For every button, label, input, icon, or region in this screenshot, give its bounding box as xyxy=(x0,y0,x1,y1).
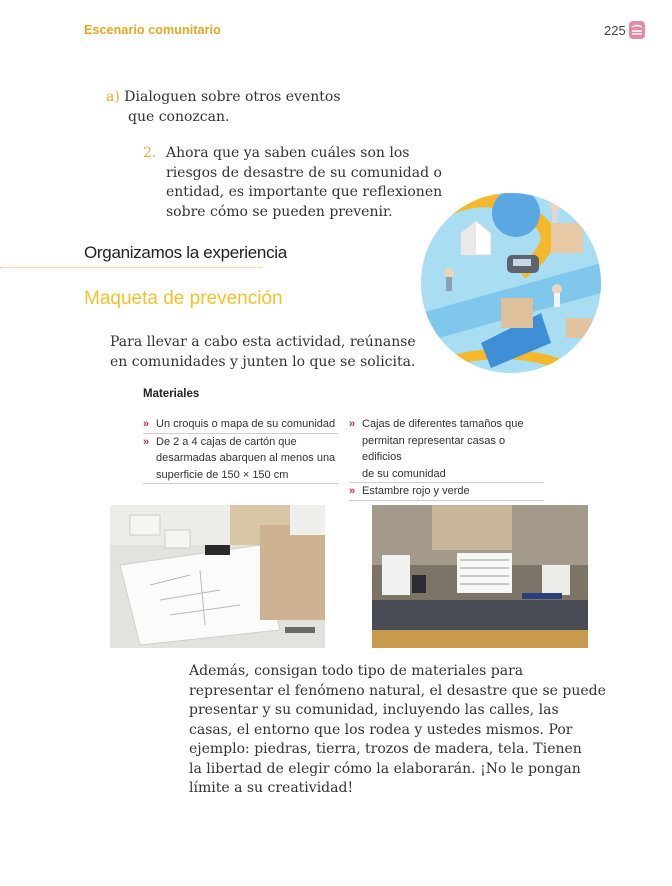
item-2-line: riesgos de desastre de su comunidad o xyxy=(166,164,442,181)
item-a-line: que conozcan. xyxy=(128,108,230,125)
materials-list-left xyxy=(143,416,338,484)
closing-line: límite a su creatividad! xyxy=(189,780,354,796)
chevron-right-icon: » xyxy=(143,435,150,448)
chevron-right-icon: » xyxy=(349,485,356,497)
material-text: permitan representar casas o edificios xyxy=(362,434,506,463)
item-a-marker: a) xyxy=(106,89,120,105)
closing-line: la libertad de elegir cómo la elaborarán. ¡No le pongan xyxy=(189,760,581,777)
material-text: Cajas de diferentes tamaños que xyxy=(362,418,524,430)
section-title: Organizamos la experiencia xyxy=(84,243,287,262)
material-text: de su comunidad xyxy=(362,467,446,480)
intro-paragraph xyxy=(110,333,416,372)
sketch-photo xyxy=(110,505,325,648)
item-a xyxy=(106,88,341,127)
material-text: Un croquis o mapa de su comunidad xyxy=(156,418,336,430)
city-model-illustration xyxy=(421,193,601,373)
header-section-label: Escenario comunitario xyxy=(84,23,221,37)
materials-title: Materiales xyxy=(143,388,200,400)
closing-line: casas, el entorno que los rodea y ustedes mismos. Por xyxy=(189,721,573,738)
closing-line: representar el fenómeno natural, el desastre que se puede xyxy=(189,682,606,699)
book-icon xyxy=(628,20,646,40)
item-a-line: Dialoguen sobre otros eventos xyxy=(124,89,341,105)
closing-line: Además, consigan todo tipo de materiales para xyxy=(189,663,524,679)
intro-line: Para llevar a cabo esta actividad, reúnanse xyxy=(110,334,416,350)
item-2-marker: 2. xyxy=(143,145,157,161)
material-item xyxy=(143,416,338,434)
intro-line: en comunidades y junten lo que se solicita. xyxy=(110,353,416,370)
chevron-right-icon: » xyxy=(143,418,150,430)
item-2-line: entidad, es importante que reflexionen xyxy=(166,184,443,200)
material-item xyxy=(143,434,338,485)
material-text: superficie de 150 × 150 cm xyxy=(156,468,289,481)
material-item xyxy=(349,483,544,501)
item-2-line: sobre cómo se pueden prevenir. xyxy=(166,203,393,220)
section-divider xyxy=(0,267,262,268)
material-text: De 2 a 4 cajas de cartón que xyxy=(156,435,297,448)
item-2 xyxy=(143,144,442,222)
item-2-line: Ahora que ya saben cuáles son los xyxy=(166,145,410,161)
material-text: desarmadas abarquen al menos una xyxy=(156,452,336,464)
material-item xyxy=(349,416,544,483)
chevron-right-icon: » xyxy=(349,418,356,430)
subsection-title: Maqueta de prevención xyxy=(84,288,283,309)
architecture-model-photo xyxy=(372,505,588,648)
closing-line: ejemplo: piedras, tierra, trozos de madera, tela. Tienen xyxy=(189,741,582,757)
materials-list-right xyxy=(349,416,544,501)
closing-paragraph xyxy=(189,662,606,799)
material-text: Estambre rojo y verde xyxy=(362,485,470,497)
closing-line: presentar y su comunidad, incluyendo las calles, las xyxy=(189,702,559,718)
page-number: 225 xyxy=(604,23,626,38)
